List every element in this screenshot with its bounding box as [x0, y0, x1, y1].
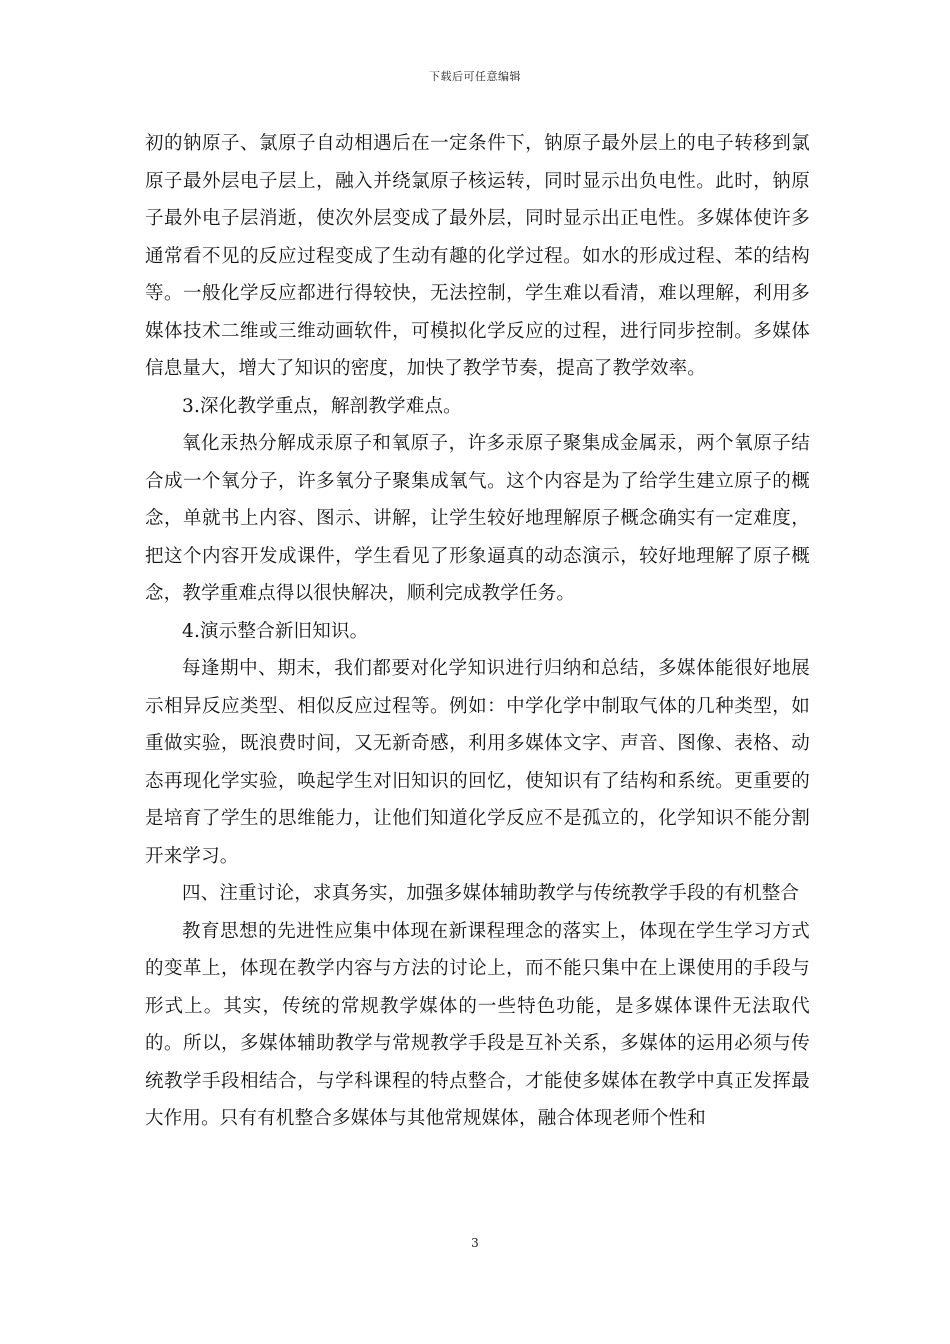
page-number: 3: [471, 1236, 479, 1250]
paragraph-mercury-oxide: 氧化汞热分解成汞原子和氧原子，许多汞原子聚集成金属汞，两个氧原子结合成一个氧分子，许多氧分子聚集成氧气。这个内容是为了给学生建立原子的概念，单就书上内容、图示、讲解，让学生较好地理解原子概念确实有一定难度，把这个内容开发成课件，学生看见了形象逼真的动态演示，较好地理解了原子概念，教学重难点得以很快解决，顺利完成教学任务。: [145, 433, 810, 604]
page-header: 下载后可任意编辑: [429, 70, 521, 83]
subheading-3: 3.深化教学重点，解剖教学难点。: [182, 395, 462, 417]
paragraph-integration: 教育思想的先进性应集中体现在新课程理念的落实上，体现在学生学习方式的变革上，体现在教学内容与方法的讨论上，而不能只集中在上课使用的手段与形式上。其实，传统的常规教学媒体的一些特色功能，是多媒体课件无法取代的。所以，多媒体辅助教学与常规教学手段是互补关系，多媒体的运用必须与传统教学手段相结合，与学科课程的特点整合，才能使多媒体在教学中真正发挥最大作用。只有有机整合多媒体与其他常规媒体，融合体现老师个性和: [145, 920, 810, 1129]
paragraph-continuation: 初的钠原子、氯原子自动相遇后在一定条件下，钠原子最外层上的电子转移到氯原子最外层电子层上，融入并绕氯原子核运转，同时显示出负电性。此时，钠原子最外电子层消逝，使次外层变成了最外层，同时显示出正电性。多媒体使许多通常看不见的反应过程变成了生动有趣的化学过程。如水的形成过程、苯的结构等。一般化学反应都进行得较快，无法控制，学生难以看清，难以理解，利用多媒体技术二维或三维动画软件，可模拟化学反应的过程，进行同步控制。多媒体信息量大，增大了知识的密度，加快了教学节奏，提高了教学效率。: [145, 133, 810, 379]
document-body: [145, 125, 810, 1138]
subheading-4: 4.演示整合新旧知识。: [182, 620, 369, 642]
paragraph-review: 每逢期中、期末，我们都要对化学知识进行归纳和总结，多媒体能很好地展示相异反应类型、相似反应过程等。例如：中学化学中制取气体的几种类型，如重做实验，既浪费时间，又无新奇感，利用多媒体文字、声音、图像、表格、动态再现化学实验，唤起学生对旧知识的回忆，使知识有了结构和系统。更重要的是培育了学生的思维能力，让他们知道化学反应不是孤立的，化学知识不能分割开来学习。: [145, 658, 810, 867]
section-heading-4: 四、注重讨论，求真务实，加强多媒体辅助教学与传统教学手段的有机整合: [182, 883, 800, 904]
